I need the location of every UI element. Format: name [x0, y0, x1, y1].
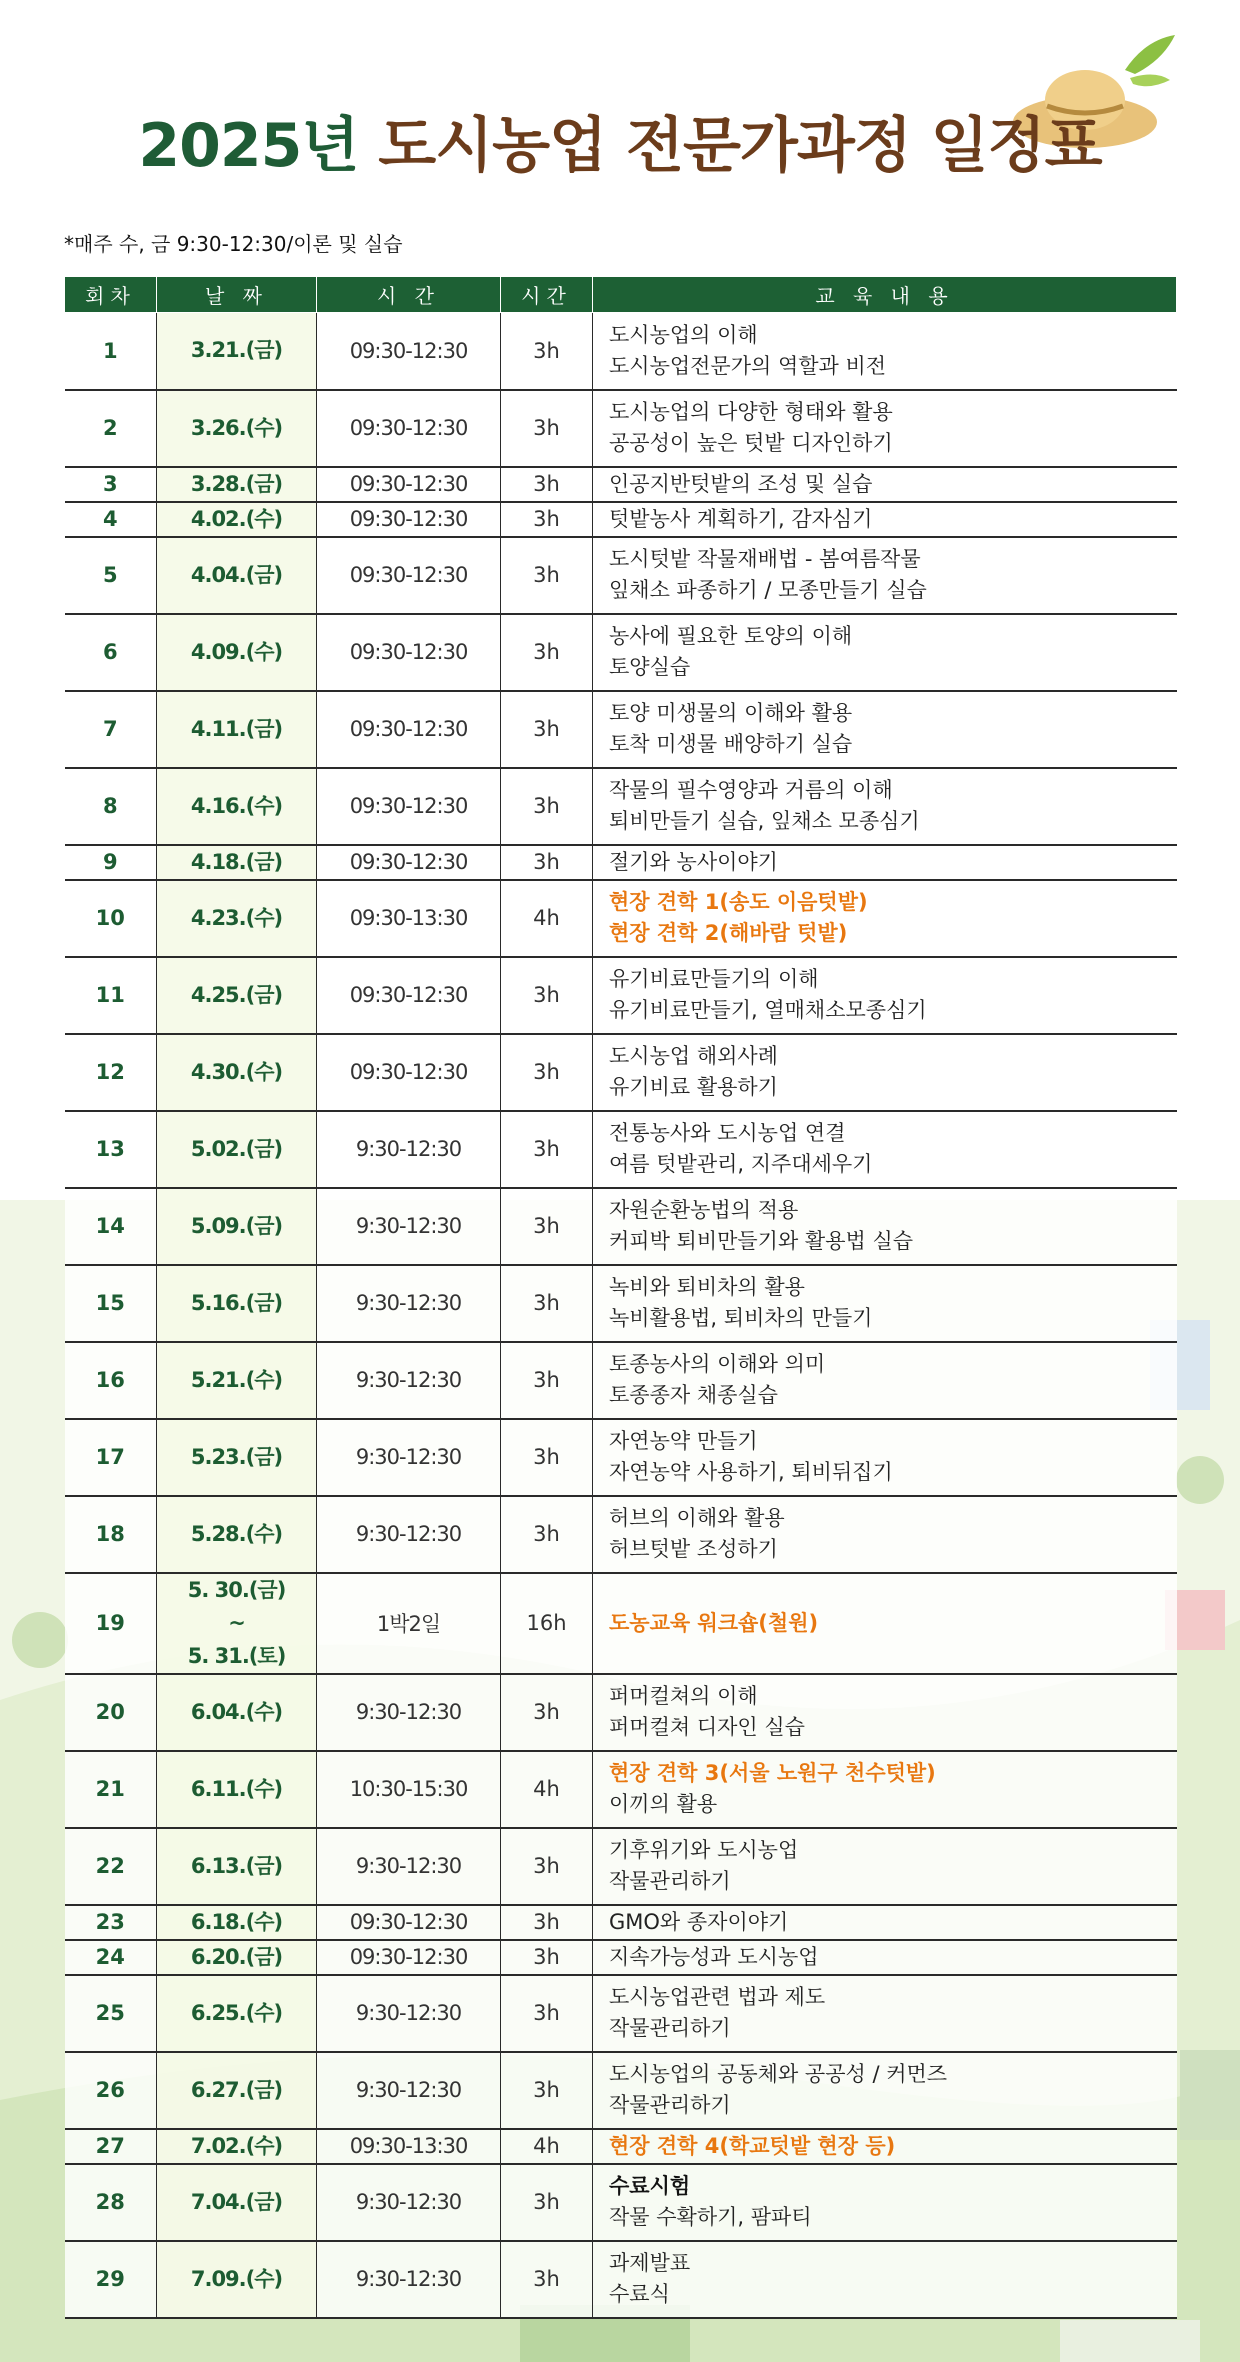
table-row [65, 2129, 1177, 2164]
session-time: 9:30-12:30 [317, 2241, 501, 2318]
session-content [593, 1419, 1177, 1496]
table-row [65, 614, 1177, 691]
schedule-table [64, 276, 1177, 2319]
session-number: 25 [65, 1975, 157, 2052]
session-time: 10:30-15:30 [317, 1751, 501, 1828]
content-line-2: 허브텃밭 조성하기 [609, 1537, 778, 1561]
session-hours: 3h [501, 537, 593, 614]
session-content [593, 313, 1177, 390]
session-date-part: 4.18.(금) [190, 849, 283, 874]
content-line-1: 토종농사의 이해와 의미 [609, 1352, 826, 1376]
content-line-1: 퍼머컬쳐의 이해 [609, 1684, 758, 1708]
session-content [593, 1975, 1177, 2052]
session-date-part: 4.09.(수) [190, 639, 283, 664]
session-date-part: 6.04.(수) [190, 1699, 283, 1724]
session-number: 6 [65, 614, 157, 691]
content-line-1: 인공지반텃밭의 조성 및 실습 [609, 471, 873, 496]
session-content [593, 467, 1177, 502]
session-time: 9:30-12:30 [317, 1188, 501, 1265]
session-date [157, 691, 317, 768]
session-number: 13 [65, 1111, 157, 1188]
session-date-part: 5. 31.(토) [187, 1643, 286, 1668]
table-row [65, 1905, 1177, 1940]
session-date [157, 1034, 317, 1111]
session-date [157, 2129, 317, 2164]
content-line-2: 유기비료 활용하기 [609, 1075, 778, 1099]
session-date-part: 5.23.(금) [190, 1444, 283, 1469]
session-time: 09:30-12:30 [317, 502, 501, 537]
table-row [65, 768, 1177, 845]
session-date-part: 5.02.(금) [190, 1136, 283, 1161]
session-hours: 4h [501, 880, 593, 957]
session-date-part: 4.30.(수) [190, 1059, 283, 1084]
session-number: 29 [65, 2241, 157, 2318]
session-hours: 3h [501, 957, 593, 1034]
session-number: 12 [65, 1034, 157, 1111]
schedule-note: *매주 수, 금 9:30-12:30/이론 및 실습 [64, 232, 403, 256]
session-number: 22 [65, 1828, 157, 1905]
session-hours: 3h [501, 1265, 593, 1342]
session-number: 16 [65, 1342, 157, 1419]
session-time: 09:30-13:30 [317, 2129, 501, 2164]
session-time: 9:30-12:30 [317, 1265, 501, 1342]
content-line-1: 전통농사와 도시농업 연결 [609, 1121, 846, 1145]
session-date-part: 6.13.(금) [190, 1853, 283, 1878]
session-content [593, 1674, 1177, 1751]
session-hours: 3h [501, 1905, 593, 1940]
table-row [65, 1342, 1177, 1419]
session-number: 18 [65, 1496, 157, 1573]
table-row [65, 880, 1177, 957]
session-date-part: 4.04.(금) [190, 562, 283, 587]
session-date-part: 3.21.(금) [190, 338, 283, 363]
session-number: 23 [65, 1905, 157, 1940]
session-number: 21 [65, 1751, 157, 1828]
session-hours: 3h [501, 691, 593, 768]
session-content [593, 1034, 1177, 1111]
session-hours: 4h [501, 1751, 593, 1828]
session-date-part: 4.16.(수) [190, 793, 283, 818]
session-hours: 3h [501, 1674, 593, 1751]
session-date-part: 6.25.(수) [190, 2000, 283, 2025]
session-content [593, 1905, 1177, 1940]
session-number: 7 [65, 691, 157, 768]
session-time: 09:30-13:30 [317, 880, 501, 957]
session-hours: 3h [501, 2164, 593, 2241]
session-time: 09:30-12:30 [317, 768, 501, 845]
session-date-part: 4.02.(수) [190, 506, 283, 531]
session-content [593, 1573, 1177, 1674]
session-content [593, 691, 1177, 768]
table-row [65, 1940, 1177, 1975]
session-number: 3 [65, 467, 157, 502]
session-hours: 3h [501, 1419, 593, 1496]
session-time: 09:30-12:30 [317, 614, 501, 691]
session-time: 9:30-12:30 [317, 2052, 501, 2129]
session-number: 8 [65, 768, 157, 845]
content-line-1: 농사에 필요한 토양의 이해 [609, 624, 853, 648]
session-date [157, 614, 317, 691]
content-line-2: 작물 수확하기, 팜파티 [609, 2205, 812, 2229]
session-date-part: 5.21.(수) [190, 1367, 283, 1392]
session-date [157, 1828, 317, 1905]
session-content [593, 2241, 1177, 2318]
session-hours: 3h [501, 1342, 593, 1419]
session-date [157, 2052, 317, 2129]
session-date-part: 3.26.(수) [190, 415, 283, 440]
table-row [65, 537, 1177, 614]
session-hours: 4h [501, 2129, 593, 2164]
content-line-2: 녹비활용법, 퇴비차의 만들기 [609, 1306, 873, 1330]
session-content [593, 845, 1177, 880]
session-hours: 3h [501, 502, 593, 537]
session-number: 26 [65, 2052, 157, 2129]
session-number: 11 [65, 957, 157, 1034]
content-line-2: 퍼머컬쳐 디자인 실습 [609, 1715, 805, 1739]
session-content [593, 390, 1177, 467]
session-date-part: 5.16.(금) [190, 1290, 283, 1315]
content-line-2: 현장 견학 2(해바람 텃밭) [609, 921, 848, 945]
table-row [65, 1674, 1177, 1751]
session-time: 09:30-12:30 [317, 390, 501, 467]
session-number: 15 [65, 1265, 157, 1342]
table-row [65, 1573, 1177, 1674]
session-date-part: 5. 30.(금) [187, 1577, 286, 1602]
content-line-1: 절기와 농사이야기 [609, 849, 778, 874]
session-number: 10 [65, 880, 157, 957]
content-line-1: 현장 견학 1(송도 이음텃밭) [609, 890, 868, 914]
content-line-1: 도시텃밭 작물재배법 - 봄여름작물 [609, 547, 921, 571]
session-date [157, 845, 317, 880]
content-line-2: 퇴비만들기 실습, 잎채소 모종심기 [609, 809, 920, 833]
content-line-1: 토양 미생물의 이해와 활용 [609, 701, 853, 725]
session-date-part: 6.18.(수) [190, 1909, 283, 1934]
session-number: 2 [65, 390, 157, 467]
session-date [157, 313, 317, 390]
content-line-1: 자연농약 만들기 [609, 1429, 758, 1453]
session-number: 1 [65, 313, 157, 390]
session-date [157, 467, 317, 502]
session-date-part: 5.09.(금) [190, 1213, 283, 1238]
content-line-1: 자원순환농법의 적용 [609, 1198, 799, 1222]
session-date [157, 1573, 317, 1674]
session-hours: 3h [501, 390, 593, 467]
session-content [593, 502, 1177, 537]
content-line-1: 도시농업의 공동체와 공공성 / 커먼즈 [609, 2062, 948, 2086]
session-content [593, 2052, 1177, 2129]
session-date [157, 502, 317, 537]
session-content [593, 2164, 1177, 2241]
table-row [65, 1419, 1177, 1496]
content-line-2: 작물관리하기 [609, 2016, 731, 2040]
session-date [157, 537, 317, 614]
header-time: 시 간 [317, 277, 501, 313]
session-date [157, 768, 317, 845]
session-time: 09:30-12:30 [317, 957, 501, 1034]
session-content [593, 2129, 1177, 2164]
content-line-1: 수료시험 [609, 2174, 691, 2198]
content-line-1: 텃밭농사 계획하기, 감자심기 [609, 506, 873, 531]
content-line-2: 작물관리하기 [609, 1869, 731, 1893]
session-content [593, 957, 1177, 1034]
session-time: 09:30-12:30 [317, 1940, 501, 1975]
session-date-part: 7.02.(수) [190, 2133, 283, 2158]
session-content [593, 537, 1177, 614]
table-row [65, 2052, 1177, 2129]
session-content [593, 1342, 1177, 1419]
session-date [157, 2241, 317, 2318]
session-content [593, 1828, 1177, 1905]
header-hours: 시간 [501, 277, 593, 313]
session-content [593, 1111, 1177, 1188]
table-header-row [65, 277, 1177, 313]
session-time: 09:30-12:30 [317, 537, 501, 614]
session-hours: 3h [501, 313, 593, 390]
page-title [0, 98, 1240, 184]
session-hours: 16h [501, 1573, 593, 1674]
session-number: 28 [65, 2164, 157, 2241]
session-number: 14 [65, 1188, 157, 1265]
session-number: 5 [65, 537, 157, 614]
session-date [157, 957, 317, 1034]
session-number: 24 [65, 1940, 157, 1975]
session-number: 9 [65, 845, 157, 880]
title-text: 도시농업 전문가과정 일정표 [378, 111, 1102, 181]
content-line-2: 토착 미생물 배양하기 실습 [609, 732, 853, 756]
session-time: 09:30-12:30 [317, 1905, 501, 1940]
table-row [65, 1111, 1177, 1188]
content-line-1: 도시농업의 이해 [609, 322, 758, 347]
session-time: 09:30-12:30 [317, 845, 501, 880]
session-date [157, 1342, 317, 1419]
session-date [157, 1940, 317, 1975]
session-time: 09:30-12:30 [317, 691, 501, 768]
session-number: 19 [65, 1573, 157, 1674]
table-row [65, 1828, 1177, 1905]
session-date-part: 6.27.(금) [190, 2077, 283, 2102]
session-hours: 3h [501, 1975, 593, 2052]
session-date [157, 2164, 317, 2241]
session-time: 9:30-12:30 [317, 1111, 501, 1188]
header-content: 교 육 내 용 [593, 277, 1177, 313]
content-line-2: 작물관리하기 [609, 2093, 731, 2117]
session-content [593, 768, 1177, 845]
content-line-2: 유기비료만들기, 열매채소모종심기 [609, 998, 927, 1022]
session-time: 9:30-12:30 [317, 1496, 501, 1573]
content-line-2: 토양실습 [609, 655, 691, 679]
content-line-2: 도시농업전문가의 역할과 비전 [609, 353, 887, 378]
table-row [65, 390, 1177, 467]
content-line-2: 여름 텃밭관리, 지주대세우기 [609, 1152, 873, 1176]
session-date [157, 390, 317, 467]
session-date [157, 1111, 317, 1188]
session-date-part: 7.09.(수) [190, 2266, 283, 2291]
session-date-part: 5.28.(수) [190, 1521, 283, 1546]
session-time: 9:30-12:30 [317, 1674, 501, 1751]
content-line-1: 도농교육 워크숍(철원) [609, 1610, 819, 1635]
session-hours: 3h [501, 1940, 593, 1975]
session-date [157, 1751, 317, 1828]
session-date-part: 6.11.(수) [190, 1776, 283, 1801]
session-hours: 3h [501, 1828, 593, 1905]
session-time: 9:30-12:30 [317, 1828, 501, 1905]
session-time: 09:30-12:30 [317, 313, 501, 390]
session-time: 1박2일 [317, 1573, 501, 1674]
table-row [65, 2241, 1177, 2318]
session-date [157, 1419, 317, 1496]
table-row [65, 1188, 1177, 1265]
session-date-part: 4.11.(금) [190, 716, 283, 741]
session-hours: 3h [501, 2052, 593, 2129]
session-date-part: 7.04.(금) [190, 2189, 283, 2214]
content-line-1: 도시농업 해외사례 [609, 1044, 778, 1068]
table-row [65, 2164, 1177, 2241]
content-line-2: 토종종자 채종실습 [609, 1383, 778, 1407]
session-hours: 3h [501, 467, 593, 502]
session-hours: 3h [501, 1034, 593, 1111]
header-date: 날 짜 [157, 277, 317, 313]
table-row [65, 502, 1177, 537]
content-line-1: 과제발표 [609, 2251, 691, 2275]
content-line-1: 기후위기와 도시농업 [609, 1838, 799, 1862]
content-line-2: 커피박 퇴비만들기와 활용법 실습 [609, 1229, 914, 1253]
table-row [65, 1496, 1177, 1573]
table-row [65, 691, 1177, 768]
session-date [157, 1674, 317, 1751]
content-line-1: 지속가능성과 도시농업 [609, 1944, 819, 1969]
session-date-part: 4.25.(금) [190, 982, 283, 1007]
session-hours: 3h [501, 1188, 593, 1265]
session-content [593, 1940, 1177, 1975]
content-line-1: 현장 견학 4(학교텃밭 현장 등) [609, 2133, 896, 2158]
session-date-part: 4.23.(수) [190, 905, 283, 930]
session-date [157, 880, 317, 957]
session-number: 17 [65, 1419, 157, 1496]
session-content [593, 1188, 1177, 1265]
session-content [593, 1751, 1177, 1828]
session-hours: 3h [501, 2241, 593, 2318]
session-date-part: 3.28.(금) [190, 471, 283, 496]
header-no: 회차 [65, 277, 157, 313]
content-line-1: 현장 견학 3(서울 노원구 천수텃밭) [609, 1761, 936, 1785]
session-content [593, 614, 1177, 691]
content-line-2: 자연농약 사용하기, 퇴비뒤집기 [609, 1460, 893, 1484]
session-date [157, 1975, 317, 2052]
session-hours: 3h [501, 845, 593, 880]
session-hours: 3h [501, 768, 593, 845]
content-line-1: GMO와 종자이야기 [609, 1909, 789, 1934]
title-year: 2025년 [138, 111, 359, 181]
session-hours: 3h [501, 614, 593, 691]
session-content [593, 1265, 1177, 1342]
session-time: 9:30-12:30 [317, 1419, 501, 1496]
content-line-1: 유기비료만들기의 이해 [609, 967, 819, 991]
session-time: 9:30-12:30 [317, 1342, 501, 1419]
session-content [593, 1496, 1177, 1573]
session-date [157, 1265, 317, 1342]
session-number: 4 [65, 502, 157, 537]
table-body [65, 313, 1177, 2318]
table-row [65, 1975, 1177, 2052]
content-line-1: 도시농업의 다양한 형태와 활용 [609, 400, 893, 424]
session-number: 27 [65, 2129, 157, 2164]
content-line-1: 작물의 필수영양과 거름의 이해 [609, 778, 893, 802]
table-row [65, 313, 1177, 390]
content-line-2: 잎채소 파종하기 / 모종만들기 실습 [609, 578, 927, 602]
session-number: 20 [65, 1674, 157, 1751]
session-time: 09:30-12:30 [317, 1034, 501, 1111]
content-line-2: 수료식 [609, 2282, 670, 2306]
session-time: 9:30-12:30 [317, 2164, 501, 2241]
session-date [157, 1496, 317, 1573]
table-row [65, 1034, 1177, 1111]
table-row [65, 467, 1177, 502]
session-date [157, 1905, 317, 1940]
session-hours: 3h [501, 1111, 593, 1188]
content-line-1: 허브의 이해와 활용 [609, 1506, 785, 1530]
session-time: 9:30-12:30 [317, 1975, 501, 2052]
content-line-2: 이끼의 활용 [609, 1792, 718, 1816]
table-row [65, 845, 1177, 880]
session-date-part: ~ [228, 1610, 245, 1635]
table-row [65, 957, 1177, 1034]
table-row [65, 1751, 1177, 1828]
session-content [593, 880, 1177, 957]
session-time: 09:30-12:30 [317, 467, 501, 502]
content-line-2: 공공성이 높은 텃밭 디자인하기 [609, 431, 893, 455]
content-line-1: 녹비와 퇴비차의 활용 [609, 1275, 805, 1299]
content-line-1: 도시농업관련 법과 제도 [609, 1985, 826, 2009]
table-row [65, 1265, 1177, 1342]
session-date-part: 6.20.(금) [190, 1944, 283, 1969]
session-date [157, 1188, 317, 1265]
session-hours: 3h [501, 1496, 593, 1573]
